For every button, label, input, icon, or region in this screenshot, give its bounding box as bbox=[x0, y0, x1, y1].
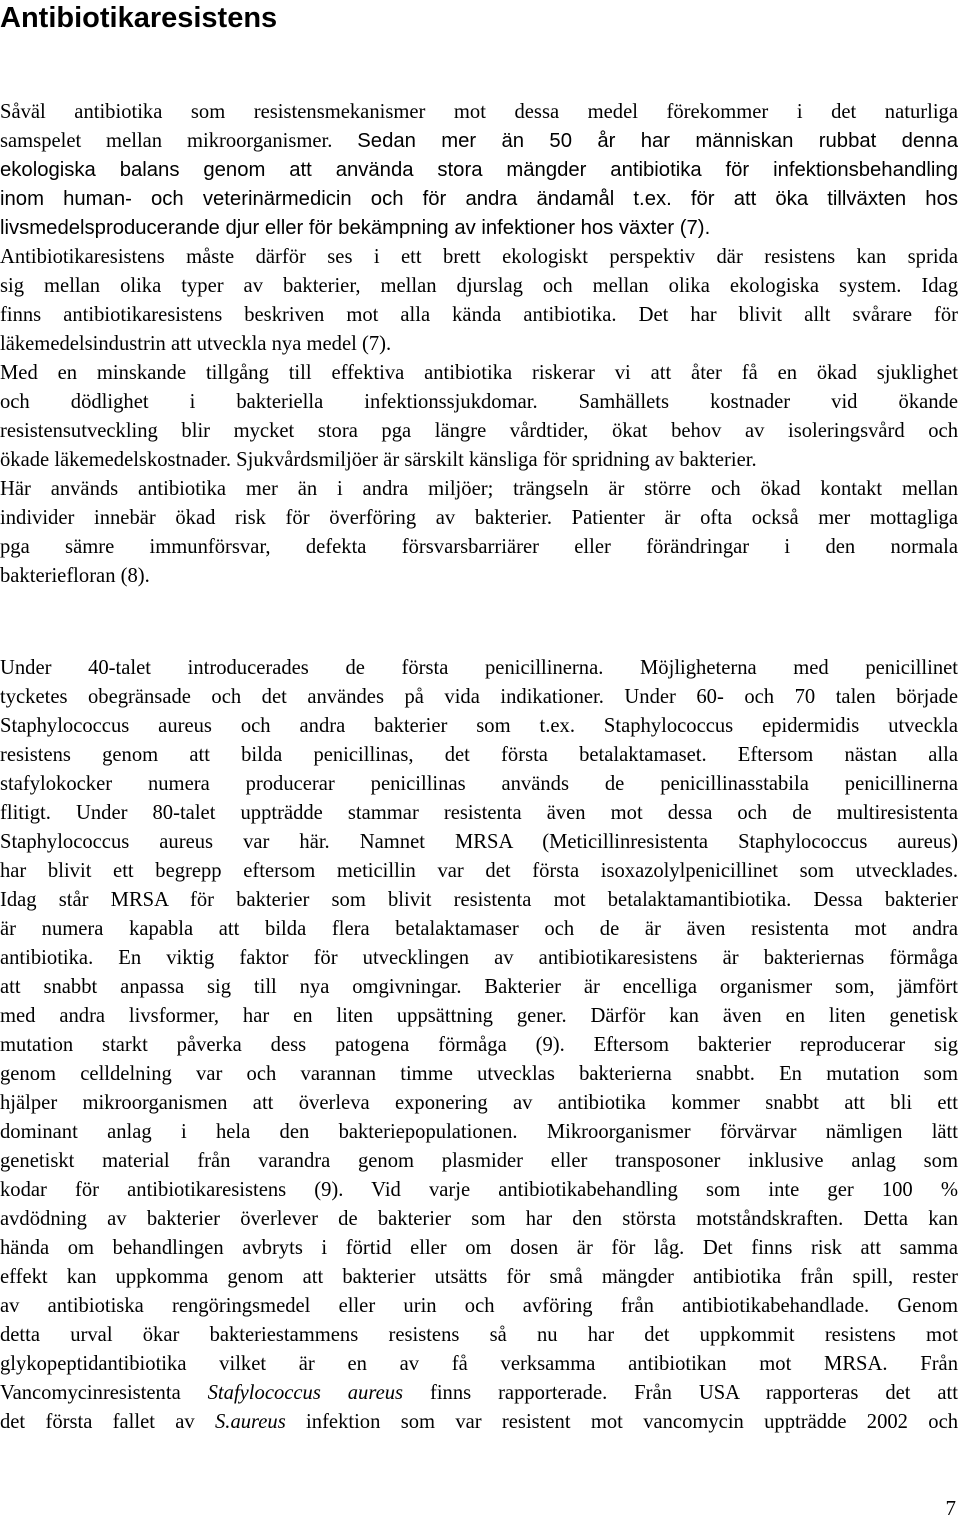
text-line: har blivit ett begrepp eftersom meticillin var det första isoxazolylpenicillinet som utvecklades. bbox=[0, 860, 958, 882]
text-line: avdödning av bakterier överlever de bakterier som har den största motståndskraften. Detta kan bbox=[0, 1208, 958, 1230]
text-line: individer innebär ökad risk för överföring av bakterier. Patienter är ofta också mer mottagliga bbox=[0, 507, 958, 529]
species-abbrev-italic: S.aureus bbox=[215, 1411, 286, 1433]
text-line: genom celldelning var och varannan timme utvecklas bakterierna snabbt. En mutation som bbox=[0, 1063, 958, 1085]
text-line: Med en minskande tillgång till effektiva antibiotika riskerar vi att åter få en ökad sjuklighet bbox=[0, 362, 958, 384]
text-line: Staphylococcus aureus var här. Namnet MRSA (Meticillinresistenta Staphylococcus aureus) bbox=[0, 831, 958, 853]
text-line: samspelet mellan mikroorganismer. Sedan mer än 50 år har människan rubbat denna bbox=[0, 130, 958, 152]
text-line: dominant anlag i hela den bakteriepopulationen. Mikroorganismer förvärvar nämligen lätt bbox=[0, 1121, 958, 1143]
text-line: pga sämre immunförsvar, defekta försvarsbarriärer eller förändringar i den normala bbox=[0, 536, 958, 558]
text-line: med andra livsformer, har en liten uppsättning gener. Därför kan även en liten genetisk bbox=[0, 1005, 958, 1027]
text-line: är numera kapabla att bilda flera betalaktamaser och de är även resistenta mot andra bbox=[0, 918, 958, 940]
text-line: flitigt. Under 80-talet uppträdde stammar resistenta även mot dessa och de multiresistenta bbox=[0, 802, 958, 824]
text-line: inom human- och veterinärmedicin och för andra ändamål t.ex. för att öka tillväxten hos bbox=[0, 188, 958, 210]
text-line: resistens genom att bilda penicillinas, det första betalaktamaset. Eftersom nästan alla bbox=[0, 744, 958, 766]
text-line: bakteriefloran (8). bbox=[0, 565, 150, 587]
text-line: av antibiotiska rengöringsmedel eller urin och avföring från antibiotikabehandlade. Genom bbox=[0, 1295, 958, 1317]
text-line: ekologiska balans genom att använda stora mängder antibiotika för infektionsbehandling bbox=[0, 159, 958, 181]
text-line: hända om behandlingen avbryts i förtid eller om dosen är för låg. Det finns risk att samma bbox=[0, 1237, 958, 1259]
text-line: läkemedelsindustrin att utveckla nya medel (7). bbox=[0, 333, 392, 355]
text-line: Såväl antibiotika som resistensmekanismer mot dessa medel förekommer i det naturliga bbox=[0, 101, 958, 123]
text-line: genetiskt material från varandra genom plasmider eller transposoner inklusive anlag som bbox=[0, 1150, 958, 1172]
text-line: Antibiotikaresistens måste därför ses i ett brett ekologiskt perspektiv där resistens kan sprida bbox=[0, 246, 958, 268]
paragraph-penicillin-history bbox=[0, 654, 958, 1437]
text-line: Vancomycinresistenta Stafylococcus aureus finns rapporterade. Från USA rapporteras det att bbox=[0, 1382, 959, 1404]
species-name-italic: Stafylococcus aureus bbox=[207, 1382, 404, 1404]
text-line: Under 40-talet introducerades de första penicillinerna. Möjligheterna med penicillinet bbox=[0, 657, 958, 679]
text-line: kodar för antibiotikaresistens (9). Vid varje antibiotikabehandling som inte ger 100 % bbox=[0, 1179, 958, 1201]
text-line: glykopeptidantibiotika vilket är en av få verksamma antibiotikan mot MRSA. Från bbox=[0, 1353, 958, 1375]
text-line: Staphylococcus aureus och andra bakterier som t.ex. Staphylococcus epidermidis utveckla bbox=[0, 715, 958, 737]
text-line: antibiotika. En viktig faktor för utvecklingen av antibiotikaresistens är bakteriernas förmåga bbox=[0, 947, 958, 969]
text-line: Här används antibiotika mer än i andra miljöer; trängseln är större och ökad kontakt mellan bbox=[0, 478, 958, 500]
text-line: att snabbt anpassa sig till nya omgivningar. Bakterier är encelliga organismer som, jämfört bbox=[0, 976, 958, 998]
text-line: tycketes obegränsade och det användes på vida indikationer. Under 60- och 70 talen började bbox=[0, 686, 958, 708]
paragraph-antibiotic-resistance-intro bbox=[0, 98, 958, 591]
text-line: livsmedelsproducerande djur eller för bekämpning av infektioner hos växter (7). bbox=[0, 217, 711, 239]
text-line: det första fallet av S.aureus infektion som var resistent mot vancomycin uppträdde 2002 och bbox=[0, 1411, 959, 1433]
text-line: sig mellan olika typer av bakterier, mellan djurslag och mellan olika ekologiska system. Idag bbox=[0, 275, 958, 297]
text-line: finns antibiotikaresistens beskriven mot alla kända antibiotika. Det har blivit allt svårare för bbox=[0, 304, 958, 326]
text-line: resistensutveckling blir mycket stora pga längre vårdtider, ökat behov av isoleringsvård och bbox=[0, 420, 958, 442]
document-title: Antibiotikaresistens bbox=[0, 2, 278, 34]
text-line: Idag står MRSA för bakterier som blivit resistenta mot betalaktamantibiotika. Dessa bakterier bbox=[0, 889, 958, 911]
text-line: stafylokocker numera producerar penicillinas används de penicillinasstabila penicillinerna bbox=[0, 773, 958, 795]
text-line: ökade läkemedelskostnader. Sjukvårdsmiljöer är särskilt känsliga för spridning av bakterier. bbox=[0, 449, 757, 471]
page-number: 7 bbox=[945, 1496, 956, 1520]
text-line: och dödlighet i bakteriella infektionssjukdomar. Samhällets kostnader vid ökande bbox=[0, 391, 958, 413]
text-line: mutation starkt påverka dess patogena förmåga (9). Eftersom bakterier reproducerar sig bbox=[0, 1034, 958, 1056]
text-line: effekt kan uppkomma genom att bakterier utsätts för små mängder antibiotika från spill, rester bbox=[0, 1266, 958, 1288]
text-line: hjälper mikroorganismen att överleva exponering av antibiotika kommer snabbt att bli ett bbox=[0, 1092, 958, 1114]
text-line: detta urval ökar bakteriestammens resistens så nu har det uppkommit resistens mot bbox=[0, 1324, 958, 1346]
